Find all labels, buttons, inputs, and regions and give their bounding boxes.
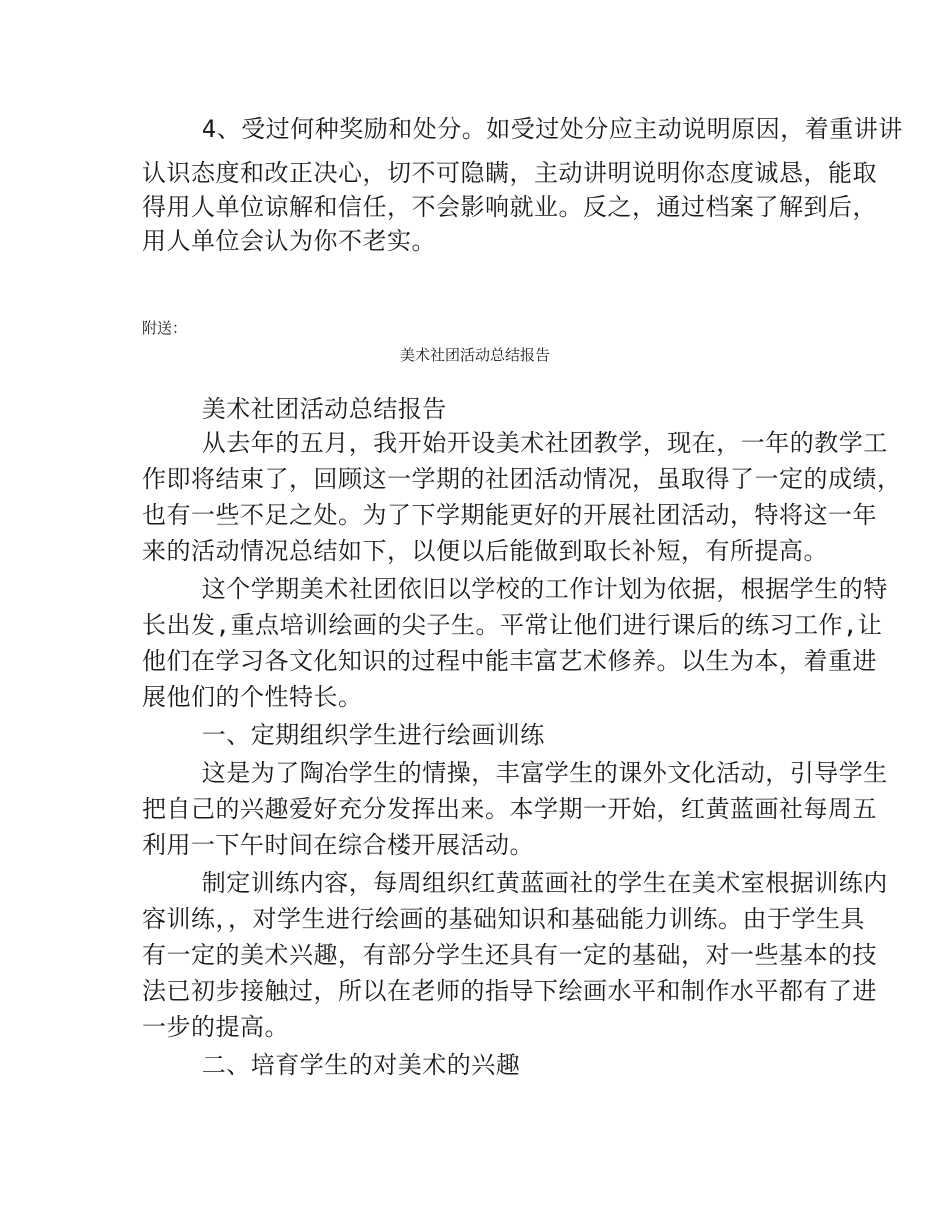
paragraph-line: 用人单位会认为你不老实。 xyxy=(142,227,436,255)
paragraph-line: 美术社团活动总结报告 xyxy=(142,395,447,423)
paragraph-line: 得用人单位谅解和信任，不会影响就业。反之，通过档案了解到后， xyxy=(142,193,877,221)
paragraph-line: 展他们的个性特长。 xyxy=(142,683,363,711)
section-heading: 一、定期组织学生进行绘画训练 xyxy=(142,721,545,749)
section-heading: 二、培育学生的对美术的兴趣 xyxy=(142,1051,521,1079)
appendix-heading: 美术社团活动总结报告 xyxy=(399,346,550,364)
paragraph-line: 他们在学习各文化知识的过程中能丰富艺术修养。以生为本，着重进 xyxy=(142,647,877,675)
paragraph-line: 作即将结束了，回顾这一学期的社团活动情况，虽取得了一定的成绩， xyxy=(142,465,902,493)
paragraph-line: 也有一些不足之处。为了下学期能更好的开展社团活动，特将这一年 xyxy=(142,501,877,529)
paragraph-line: 从去年的五月，我开始开设美术社团教学，现在，一年的教学工 xyxy=(142,429,888,457)
paragraph-line: 法已初步接触过，所以在老师的指导下绘画水平和制作水平都有了进 xyxy=(142,977,877,1005)
paragraph-line: 有一定的美术兴趣，有部分学生还具有一定的基础，对一些基本的技 xyxy=(142,941,877,969)
paragraph-line: 来的活动情况总结如下，以便以后能做到取长补短，有所提高。 xyxy=(142,537,828,565)
paragraph-line: 长出发,重点培训绘画的尖子生。平常让他们进行课后的练习工作,让 xyxy=(142,611,883,639)
paragraph-line: 这是为了陶冶学生的情操，丰富学生的课外文化活动，引导学生 xyxy=(142,759,888,787)
paragraph-line: 一步的提高。 xyxy=(142,1013,289,1041)
paragraph-line: 把自己的兴趣爱好充分发挥出来。本学期一开始，红黄蓝画社每周五 xyxy=(142,795,877,823)
appendix-label: 附送： xyxy=(142,319,188,337)
paragraph-line: 容训练，，对学生进行绘画的基础知识和基础能力训练。由于学生具 xyxy=(142,905,865,933)
paragraph-line: 认识态度和改正决心，切不可隐瞒，主动讲明说明你态度诚恳，能取 xyxy=(142,159,877,187)
paragraph-line: 利用一下午时间在综合楼开展活动。 xyxy=(142,831,534,859)
paragraph-line: 这个学期美术社团依旧以学校的工作计划为依据，根据学生的特 xyxy=(142,575,888,603)
paragraph-line: 4、受过何种奖励和处分。如受过处分应主动说明原因，着重讲讲 xyxy=(142,115,903,143)
paragraph-line: 制定训练内容，每周组织红黄蓝画社的学生在美术室根据训练内 xyxy=(142,869,888,897)
